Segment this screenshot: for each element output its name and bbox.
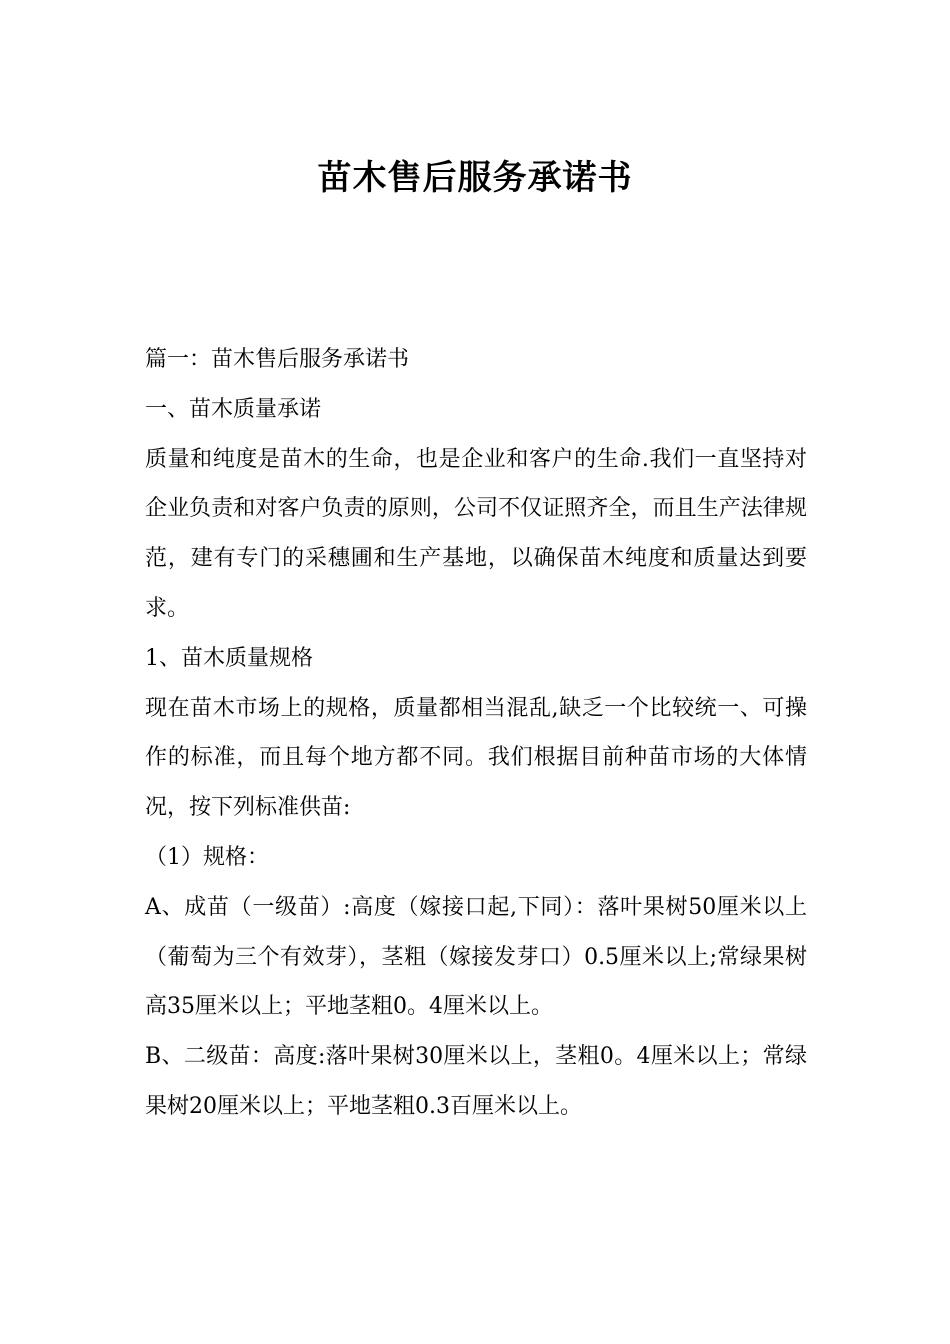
subsection-heading: 1、苗木质量规格 bbox=[145, 645, 313, 671]
body-paragraph: 现在苗木市场上的规格，质量都相当混乱,缺乏一个比较统一、可操作的标准，而且每个地方都不同。我们根据目前种苗市场的大体情况，按下列标准供苗: bbox=[145, 695, 807, 821]
body-paragraph: 质量和纯度是苗木的生命，也是企业和客户的生命.我们一直坚持对企业负责和对客户负责的原则，公司不仅证照齐全，而且生产法律规范，建有专门的采穗圃和生产基地，以确保苗木纯度和质量达到要求。 bbox=[145, 446, 807, 621]
document-body bbox=[145, 335, 807, 1132]
document-title: 苗木售后服务承诺书 bbox=[317, 158, 633, 198]
body-paragraph: B、二级苗：高度:落叶果树30厘米以上，茎粗0。4厘米以上；常绿果树20厘米以上；平地茎粗0.3百厘米以上。 bbox=[145, 1044, 807, 1119]
section-heading: 篇一：苗木售后服务承诺书 bbox=[145, 347, 410, 372]
subsection-heading: 一、苗木质量承诺 bbox=[145, 396, 322, 422]
list-label: （1）规格： bbox=[145, 844, 269, 870]
body-paragraph: A、成苗（一级苗）:高度（嫁接口起,下同）：落叶果树50厘米以上（葡萄为三个有效芽），茎粗（嫁接发芽口）0.5厘米以上;常绿果树高35厘米以上；平地茎粗0。4厘米以上。 bbox=[145, 894, 807, 1020]
